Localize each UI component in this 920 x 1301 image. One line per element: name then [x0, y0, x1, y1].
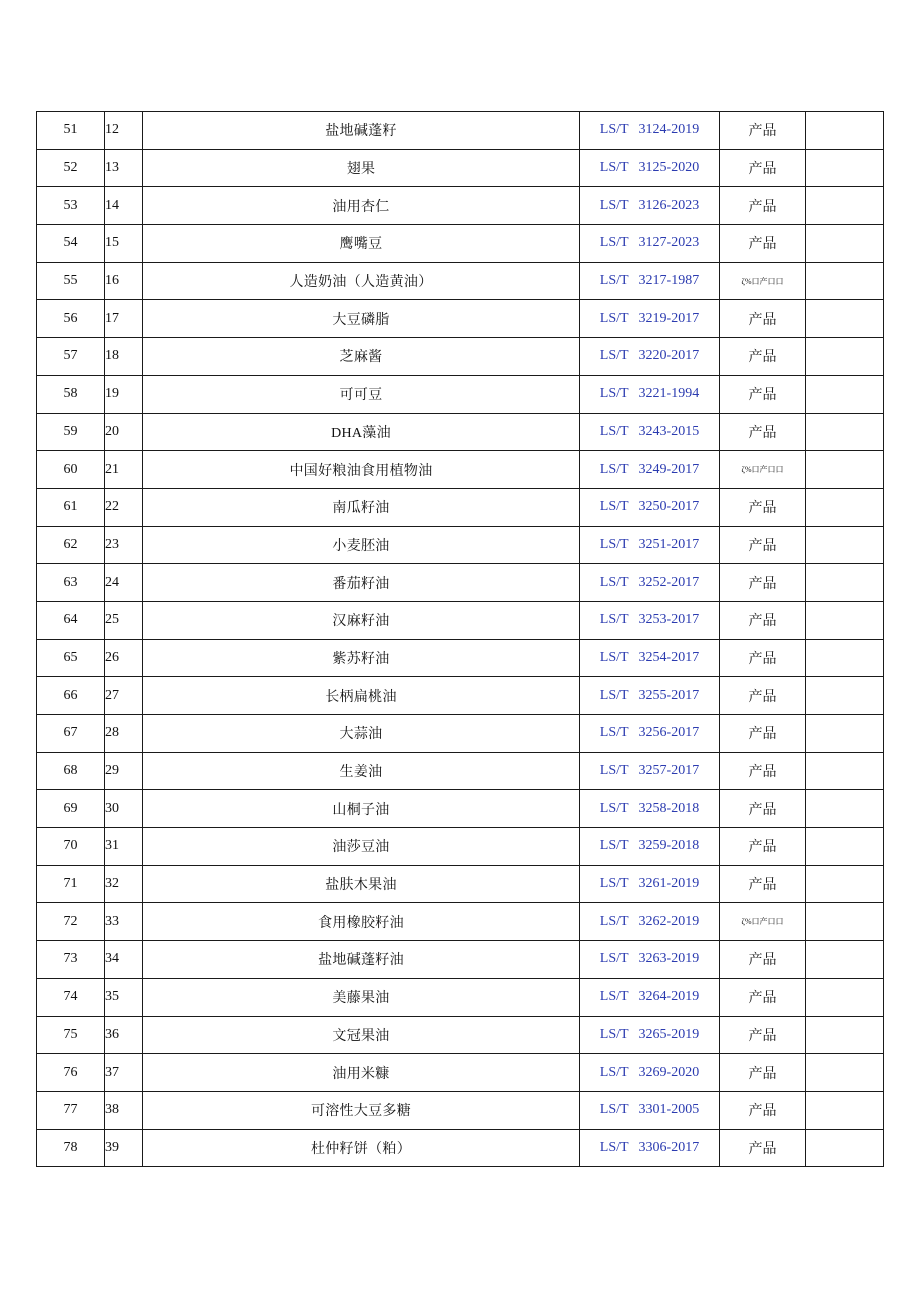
- code-number: 3125-2020: [638, 160, 700, 176]
- code-prefix: LS/T: [599, 122, 629, 138]
- standards-table: [36, 111, 884, 1167]
- seq-cell: 52: [37, 149, 105, 187]
- note-cell: [806, 639, 884, 677]
- seq-cell: 69: [37, 790, 105, 828]
- sub-seq-cell: 35: [105, 978, 143, 1016]
- sub-seq-cell: 33: [105, 903, 143, 941]
- type-cell: 产品: [720, 300, 806, 338]
- code-prefix: LS/T: [599, 649, 629, 665]
- sub-seq-cell: 27: [105, 677, 143, 715]
- standard-name-cell: 番茄籽油: [143, 564, 580, 602]
- note-cell: [806, 262, 884, 300]
- standard-name-cell: 紫苏籽油: [143, 639, 580, 677]
- code-prefix: LS/T: [599, 913, 629, 929]
- code-prefix: LS/T: [599, 687, 629, 703]
- code-prefix: LS/T: [599, 386, 629, 402]
- standard-name-cell: 人造奶油（人造黄油）: [143, 262, 580, 300]
- sub-seq-cell: 20: [105, 413, 143, 451]
- standard-name-cell: 翅果: [143, 149, 580, 187]
- standard-code-cell: [580, 451, 720, 489]
- sub-seq-cell: 38: [105, 1091, 143, 1129]
- code-number: 3252-2017: [638, 574, 700, 590]
- table-row: [37, 790, 884, 828]
- code-number: 3264-2019: [638, 989, 700, 1005]
- standard-name-cell: 油莎豆油: [143, 828, 580, 866]
- code-number: 3220-2017: [638, 348, 700, 364]
- type-cell: 产品: [720, 338, 806, 376]
- seq-cell: 67: [37, 715, 105, 753]
- table-row: [37, 112, 884, 150]
- note-cell: [806, 941, 884, 979]
- code-prefix: LS/T: [599, 197, 629, 213]
- sub-seq-cell: 26: [105, 639, 143, 677]
- code-number: 3253-2017: [638, 612, 700, 628]
- table-row: [37, 1016, 884, 1054]
- standard-code-cell: [580, 790, 720, 828]
- code-prefix: LS/T: [599, 461, 629, 477]
- standard-name-cell: 杜仲籽饼（粕）: [143, 1129, 580, 1167]
- seq-cell: 64: [37, 601, 105, 639]
- standard-name-cell: 美藤果油: [143, 978, 580, 1016]
- sub-seq-cell: 16: [105, 262, 143, 300]
- note-cell: [806, 300, 884, 338]
- sub-seq-cell: 22: [105, 488, 143, 526]
- standard-code-cell: [580, 639, 720, 677]
- note-cell: [806, 451, 884, 489]
- type-cell: 产品: [720, 715, 806, 753]
- code-prefix: LS/T: [599, 1026, 629, 1042]
- standard-name-cell: 大蒜油: [143, 715, 580, 753]
- type-cell: 产品: [720, 752, 806, 790]
- table-row: [37, 451, 884, 489]
- table-row: [37, 338, 884, 376]
- note-cell: [806, 790, 884, 828]
- code-number: 3251-2017: [638, 536, 700, 552]
- code-number: 3250-2017: [638, 499, 700, 515]
- note-cell: [806, 903, 884, 941]
- type-cell: 产品: [720, 149, 806, 187]
- type-cell: 产品: [720, 1054, 806, 1092]
- note-cell: [806, 526, 884, 564]
- seq-cell: 71: [37, 865, 105, 903]
- standard-name-cell: 盐地碱蓬籽油: [143, 941, 580, 979]
- table-row: [37, 375, 884, 413]
- seq-cell: 51: [37, 112, 105, 150]
- sub-seq-cell: 21: [105, 451, 143, 489]
- seq-cell: 60: [37, 451, 105, 489]
- note-cell: [806, 865, 884, 903]
- note-cell: [806, 828, 884, 866]
- sub-seq-cell: 34: [105, 941, 143, 979]
- standard-name-cell: 大豆磷脂: [143, 300, 580, 338]
- standard-code-cell: [580, 262, 720, 300]
- code-prefix: LS/T: [599, 763, 629, 779]
- table-row: [37, 149, 884, 187]
- seq-cell: 70: [37, 828, 105, 866]
- table-row: [37, 752, 884, 790]
- type-cell: ζ%口产口口: [720, 451, 806, 489]
- standard-code-cell: [580, 978, 720, 1016]
- note-cell: [806, 978, 884, 1016]
- note-cell: [806, 752, 884, 790]
- note-cell: [806, 112, 884, 150]
- code-prefix: LS/T: [599, 1102, 629, 1118]
- code-number: 3257-2017: [638, 763, 700, 779]
- code-prefix: LS/T: [599, 310, 629, 326]
- table-row: [37, 1054, 884, 1092]
- code-prefix: LS/T: [599, 499, 629, 515]
- standard-code-cell: [580, 1016, 720, 1054]
- note-cell: [806, 338, 884, 376]
- type-cell: 产品: [720, 865, 806, 903]
- table-row: [37, 601, 884, 639]
- standard-code-cell: [580, 149, 720, 187]
- sub-seq-cell: 15: [105, 225, 143, 263]
- sub-seq-cell: 29: [105, 752, 143, 790]
- sub-seq-cell: 13: [105, 149, 143, 187]
- note-cell: [806, 1054, 884, 1092]
- code-number: 3217-1987: [638, 273, 700, 289]
- sub-seq-cell: 36: [105, 1016, 143, 1054]
- seq-cell: 75: [37, 1016, 105, 1054]
- standard-code-cell: [580, 1054, 720, 1092]
- note-cell: [806, 677, 884, 715]
- standard-code-cell: [580, 488, 720, 526]
- note-cell: [806, 488, 884, 526]
- standard-name-cell: 南瓜籽油: [143, 488, 580, 526]
- code-number: 3262-2019: [638, 913, 700, 929]
- note-cell: [806, 715, 884, 753]
- standard-name-cell: 汉麻籽油: [143, 601, 580, 639]
- table-row: [37, 828, 884, 866]
- standard-code-cell: [580, 752, 720, 790]
- code-number: 3269-2020: [638, 1064, 700, 1080]
- seq-cell: 59: [37, 413, 105, 451]
- code-prefix: LS/T: [599, 800, 629, 816]
- code-prefix: LS/T: [599, 273, 629, 289]
- standard-name-cell: 盐地碱蓬籽: [143, 112, 580, 150]
- code-prefix: LS/T: [599, 989, 629, 1005]
- type-cell: 产品: [720, 1016, 806, 1054]
- seq-cell: 55: [37, 262, 105, 300]
- code-prefix: LS/T: [599, 725, 629, 741]
- code-number: 3126-2023: [638, 197, 700, 213]
- code-number: 3254-2017: [638, 649, 700, 665]
- standard-name-cell: 盐肤木果油: [143, 865, 580, 903]
- table-row: [37, 488, 884, 526]
- standard-code-cell: [580, 828, 720, 866]
- seq-cell: 57: [37, 338, 105, 376]
- standard-name-cell: 文冠果油: [143, 1016, 580, 1054]
- table-row: [37, 526, 884, 564]
- code-prefix: LS/T: [599, 1064, 629, 1080]
- sub-seq-cell: 31: [105, 828, 143, 866]
- type-cell: 产品: [720, 413, 806, 451]
- standard-code-cell: [580, 1129, 720, 1167]
- code-number: 3221-1994: [638, 386, 700, 402]
- code-number: 3124-2019: [638, 122, 700, 138]
- note-cell: [806, 1091, 884, 1129]
- type-cell: 产品: [720, 790, 806, 828]
- code-number: 3261-2019: [638, 876, 700, 892]
- sub-seq-cell: 37: [105, 1054, 143, 1092]
- code-prefix: LS/T: [599, 348, 629, 364]
- standard-code-cell: [580, 300, 720, 338]
- seq-cell: 73: [37, 941, 105, 979]
- seq-cell: 62: [37, 526, 105, 564]
- code-number: 3301-2005: [638, 1102, 700, 1118]
- table-row: [37, 715, 884, 753]
- standard-code-cell: [580, 375, 720, 413]
- seq-cell: 58: [37, 375, 105, 413]
- table-row: [37, 1091, 884, 1129]
- code-prefix: LS/T: [599, 574, 629, 590]
- standard-code-cell: [580, 1091, 720, 1129]
- code-prefix: LS/T: [599, 235, 629, 251]
- type-cell: 产品: [720, 1129, 806, 1167]
- type-cell: 产品: [720, 112, 806, 150]
- type-cell: 产品: [720, 225, 806, 263]
- code-number: 3256-2017: [638, 725, 700, 741]
- table-row: [37, 262, 884, 300]
- code-number: 3258-2018: [638, 800, 700, 816]
- code-prefix: LS/T: [599, 838, 629, 854]
- table-row: [37, 187, 884, 225]
- code-prefix: LS/T: [599, 951, 629, 967]
- note-cell: [806, 1129, 884, 1167]
- seq-cell: 53: [37, 187, 105, 225]
- standard-name-cell: 长柄扁桃油: [143, 677, 580, 715]
- table-body: [37, 112, 884, 1167]
- sub-seq-cell: 30: [105, 790, 143, 828]
- type-cell: 产品: [720, 941, 806, 979]
- standard-name-cell: 可溶性大豆多糖: [143, 1091, 580, 1129]
- sub-seq-cell: 23: [105, 526, 143, 564]
- table-row: [37, 639, 884, 677]
- code-number: 3263-2019: [638, 951, 700, 967]
- sub-seq-cell: 18: [105, 338, 143, 376]
- standard-code-cell: [580, 526, 720, 564]
- code-prefix: LS/T: [599, 423, 629, 439]
- type-cell: 产品: [720, 1091, 806, 1129]
- standard-code-cell: [580, 715, 720, 753]
- seq-cell: 77: [37, 1091, 105, 1129]
- table-row: [37, 941, 884, 979]
- type-cell: 产品: [720, 677, 806, 715]
- standard-name-cell: 食用橡胶籽油: [143, 903, 580, 941]
- standard-code-cell: [580, 338, 720, 376]
- standard-code-cell: [580, 564, 720, 602]
- note-cell: [806, 187, 884, 225]
- code-number: 3306-2017: [638, 1139, 700, 1155]
- type-cell: 产品: [720, 564, 806, 602]
- type-cell: 产品: [720, 375, 806, 413]
- standard-name-cell: 可可豆: [143, 375, 580, 413]
- type-cell: 产品: [720, 187, 806, 225]
- standard-code-cell: [580, 112, 720, 150]
- type-cell: 产品: [720, 526, 806, 564]
- table-row: [37, 225, 884, 263]
- sub-seq-cell: 32: [105, 865, 143, 903]
- seq-cell: 63: [37, 564, 105, 602]
- standard-code-cell: [580, 865, 720, 903]
- table-row: [37, 564, 884, 602]
- seq-cell: 56: [37, 300, 105, 338]
- code-number: 3219-2017: [638, 310, 700, 326]
- type-cell: 产品: [720, 601, 806, 639]
- code-prefix: LS/T: [599, 160, 629, 176]
- type-cell: 产品: [720, 639, 806, 677]
- seq-cell: 72: [37, 903, 105, 941]
- note-cell: [806, 149, 884, 187]
- seq-cell: 76: [37, 1054, 105, 1092]
- note-cell: [806, 601, 884, 639]
- type-cell: ζ%口产口口: [720, 903, 806, 941]
- note-cell: [806, 375, 884, 413]
- note-cell: [806, 1016, 884, 1054]
- standard-name-cell: 油用米糠: [143, 1054, 580, 1092]
- code-number: 3265-2019: [638, 1026, 700, 1042]
- standard-name-cell: 油用杏仁: [143, 187, 580, 225]
- seq-cell: 78: [37, 1129, 105, 1167]
- seq-cell: 65: [37, 639, 105, 677]
- table-row: [37, 978, 884, 1016]
- note-cell: [806, 225, 884, 263]
- type-cell: 产品: [720, 978, 806, 1016]
- type-cell: 产品: [720, 488, 806, 526]
- standard-name-cell: 鹰嘴豆: [143, 225, 580, 263]
- type-cell: ζ%口产口口: [720, 262, 806, 300]
- sub-seq-cell: 17: [105, 300, 143, 338]
- standard-name-cell: 山桐子油: [143, 790, 580, 828]
- note-cell: [806, 564, 884, 602]
- standard-code-cell: [580, 941, 720, 979]
- code-number: 3255-2017: [638, 687, 700, 703]
- code-prefix: LS/T: [599, 612, 629, 628]
- table-row: [37, 865, 884, 903]
- table-row: [37, 677, 884, 715]
- standard-code-cell: [580, 225, 720, 263]
- seq-cell: 54: [37, 225, 105, 263]
- code-prefix: LS/T: [599, 1139, 629, 1155]
- standard-code-cell: [580, 187, 720, 225]
- standard-name-cell: 小麦胚油: [143, 526, 580, 564]
- code-number: 3127-2023: [638, 235, 700, 251]
- table-row: [37, 1129, 884, 1167]
- sub-seq-cell: 14: [105, 187, 143, 225]
- note-cell: [806, 413, 884, 451]
- code-prefix: LS/T: [599, 536, 629, 552]
- sub-seq-cell: 25: [105, 601, 143, 639]
- code-number: 3249-2017: [638, 461, 700, 477]
- standard-code-cell: [580, 677, 720, 715]
- standard-name-cell: 芝麻酱: [143, 338, 580, 376]
- sub-seq-cell: 19: [105, 375, 143, 413]
- sub-seq-cell: 12: [105, 112, 143, 150]
- table-row: [37, 903, 884, 941]
- standard-name-cell: 生姜油: [143, 752, 580, 790]
- standard-code-cell: [580, 413, 720, 451]
- sub-seq-cell: 24: [105, 564, 143, 602]
- standard-name-cell: 中国好粮油食用植物油: [143, 451, 580, 489]
- code-number: 3243-2015: [638, 423, 700, 439]
- seq-cell: 66: [37, 677, 105, 715]
- code-prefix: LS/T: [599, 876, 629, 892]
- standard-code-cell: [580, 903, 720, 941]
- standard-code-cell: [580, 601, 720, 639]
- seq-cell: 74: [37, 978, 105, 1016]
- seq-cell: 68: [37, 752, 105, 790]
- seq-cell: 61: [37, 488, 105, 526]
- table-row: [37, 413, 884, 451]
- code-number: 3259-2018: [638, 838, 700, 854]
- sub-seq-cell: 28: [105, 715, 143, 753]
- type-cell: 产品: [720, 828, 806, 866]
- standard-name-cell: DHA藻油: [143, 413, 580, 451]
- sub-seq-cell: 39: [105, 1129, 143, 1167]
- table-row: [37, 300, 884, 338]
